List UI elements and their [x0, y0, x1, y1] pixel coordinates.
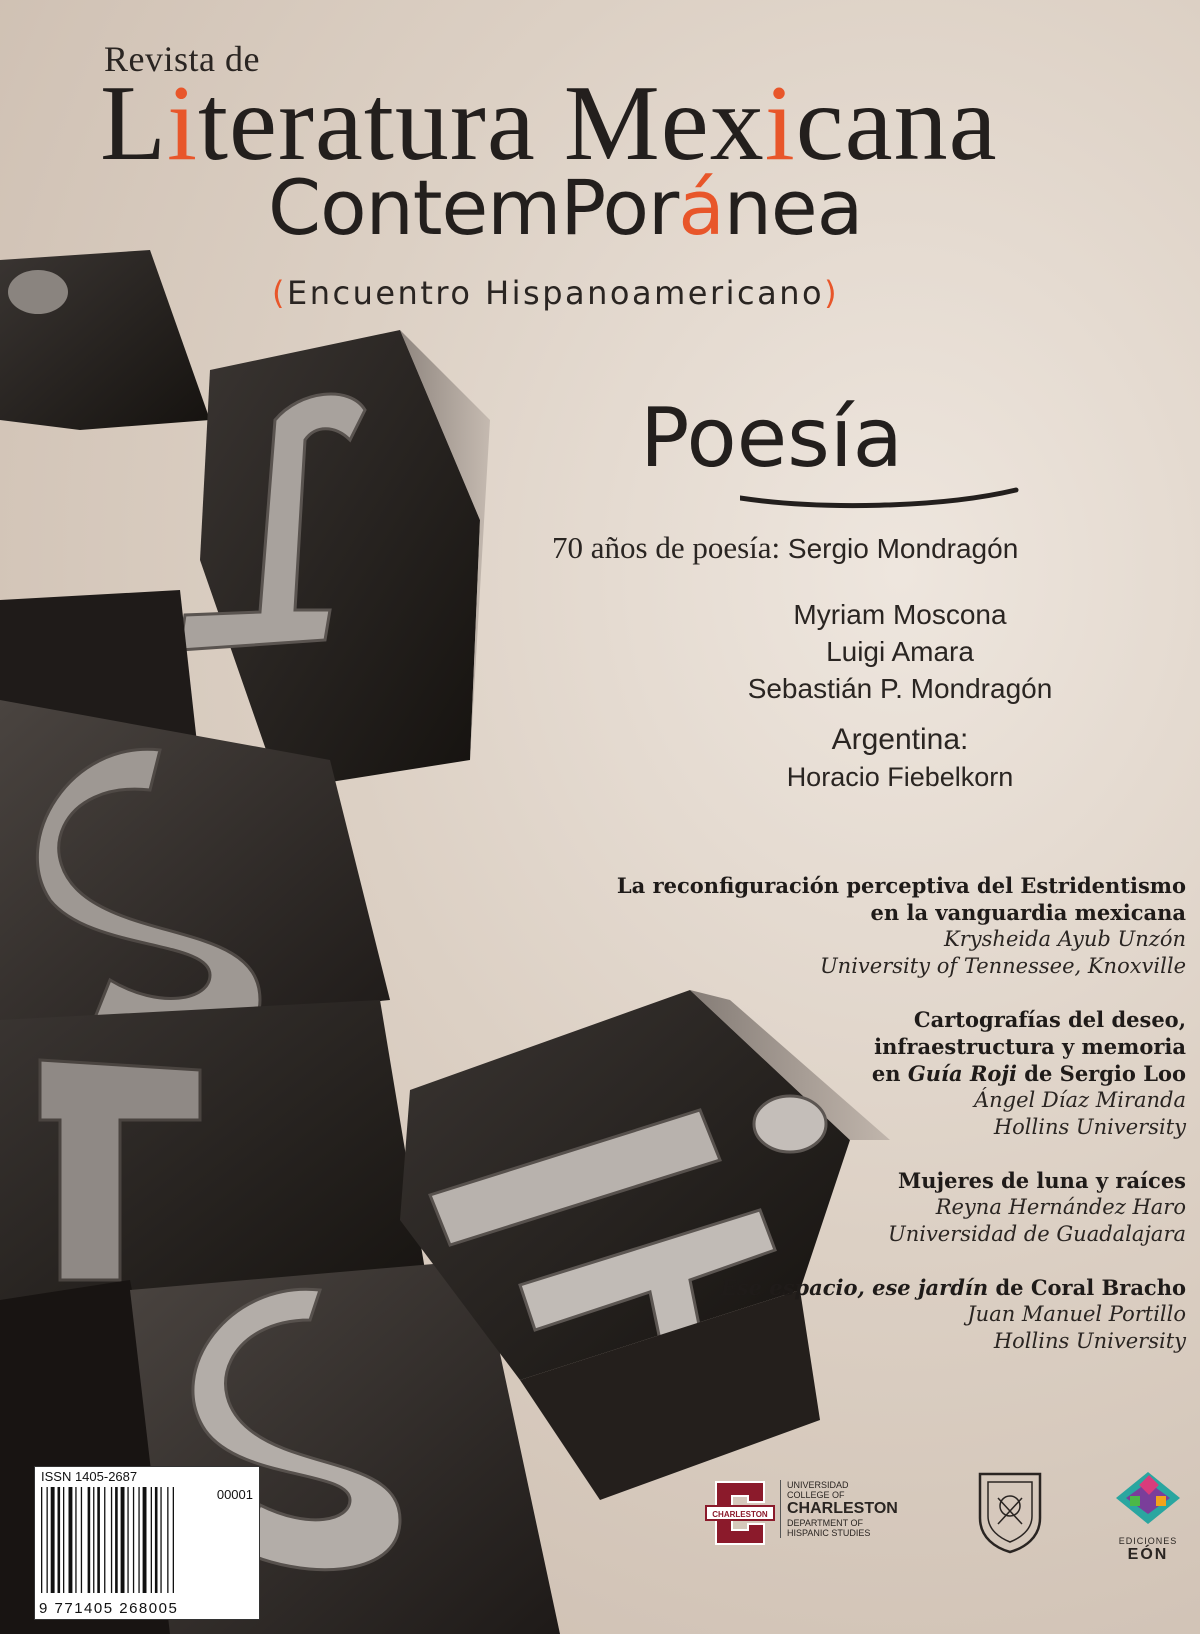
barcode-bar [133, 1487, 134, 1593]
article-entry [546, 1006, 1186, 1141]
barcode-bar [167, 1487, 168, 1593]
barcode-bar [104, 1487, 105, 1593]
charleston-logo-text: UNIVERSIDAD COLLEGE OF CHARLESTON DEPARTMENT OF HISPANIC STUDIES [780, 1480, 898, 1538]
barcode-bar [173, 1487, 174, 1593]
barcode-bar [97, 1487, 100, 1593]
section-title: Poesía [640, 391, 903, 486]
masthead-tagline: (Encuentro Hispanoamericano) [272, 274, 840, 312]
masthead-title: Literatura Mexicana [100, 64, 998, 183]
barcode-bar [93, 1487, 94, 1593]
barcode-bar [75, 1487, 76, 1593]
barcode-bar [127, 1487, 128, 1593]
barcode-bar [51, 1487, 55, 1593]
feature-author: Sebastián P. Mondragón [747, 673, 1053, 704]
article-institution: University of Tennessee, Knoxville [819, 954, 1186, 978]
barcode-bar [155, 1487, 158, 1593]
masthead-prefix: Revista de [104, 39, 260, 79]
barcode-bar [88, 1487, 91, 1593]
barcode-bar [143, 1487, 147, 1593]
barcode-bar [63, 1487, 64, 1593]
article-entry [546, 872, 1186, 980]
issn-label: ISSN 1405-2687 [41, 1469, 138, 1484]
university-seal-icon [976, 1468, 1044, 1554]
charleston-logo-icon [704, 1478, 776, 1548]
barcode-bar [41, 1487, 42, 1593]
barcode-bar [58, 1487, 61, 1593]
feature-authors [620, 596, 1180, 707]
article-author: Juan Manuel Portillo [967, 1302, 1186, 1326]
article-title: en Guía Roji de Sergio Loo [871, 1061, 1186, 1086]
barcode-bar [69, 1487, 73, 1593]
barcode-number: 9 771405 268005 [39, 1600, 179, 1617]
article-entry [546, 1274, 1186, 1355]
barcode [34, 1466, 260, 1620]
charleston-badge: CHARLESTON [712, 1510, 768, 1519]
feature-headline: 70 años de poesía: Sergio Mondragón [552, 530, 1019, 565]
article-title: Mujeres de luna y raíces [898, 1168, 1186, 1193]
article-list [546, 872, 1186, 1381]
feature-country-poet: Horacio Fiebelkorn [786, 762, 1014, 792]
article-institution: Hollins University [993, 1329, 1186, 1353]
article-institution: Universidad de Guadalajara [888, 1222, 1186, 1246]
type-letter-dot [8, 270, 68, 314]
issue-code: 00001 [216, 1487, 253, 1502]
article-title: Ese espacio, ese jardín de Coral Bracho [720, 1275, 1186, 1300]
ediciones-eon-logo-text: EDICIONES EÓN [1118, 1536, 1178, 1563]
article-title: infraestructura y memoria [874, 1034, 1186, 1059]
article-title: La reconfiguración perceptiva del Estridentismo [616, 873, 1186, 898]
article-entry [546, 1167, 1186, 1248]
section-title-swoosh [740, 470, 1020, 510]
ediciones-eon-logo-icon [1112, 1468, 1184, 1534]
article-author: Krysheida Ayub Unzón [944, 927, 1186, 951]
article-author: Reyna Hernández Haro [935, 1195, 1186, 1219]
barcode-bar [47, 1487, 48, 1593]
barcode-bar [115, 1487, 118, 1593]
barcode-bar [121, 1487, 125, 1593]
barcode-bar [151, 1487, 152, 1593]
article-author: Ángel Díaz Miranda [973, 1088, 1186, 1112]
feature-author: Myriam Moscona [793, 599, 1007, 630]
feature-author: Luigi Amara [826, 636, 974, 667]
masthead-subtitle: ContemPoránea [268, 163, 863, 252]
barcode-bar [81, 1487, 82, 1593]
barcode-bars [41, 1487, 209, 1593]
barcode-bar [160, 1487, 161, 1593]
article-title: Cartografías del deseo, [913, 1007, 1186, 1032]
feature-country: Argentina: [831, 723, 969, 756]
article-institution: Hollins University [993, 1115, 1186, 1139]
barcode-bar [138, 1487, 139, 1593]
article-title: en la vanguardia mexicana [870, 900, 1186, 925]
barcode-bar [111, 1487, 112, 1593]
